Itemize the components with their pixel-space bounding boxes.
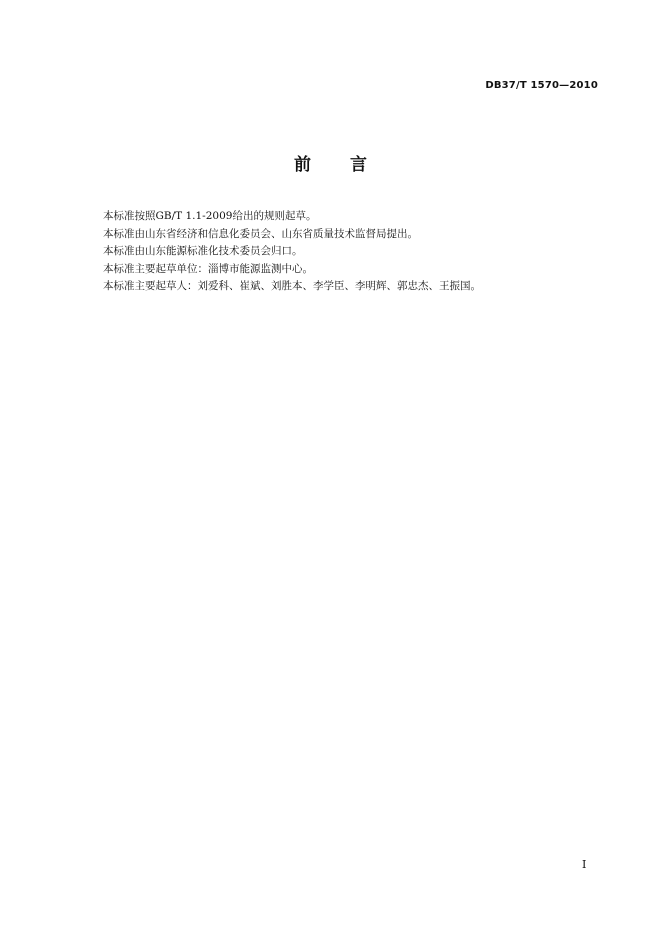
paragraph-administration: 本标准由山东能源标准化技术委员会归口。 bbox=[103, 245, 303, 257]
page-title bbox=[0, 150, 662, 175]
paragraph-drafters: 本标准主要起草人：刘爱科、崔斌、刘胜本、李学臣、李明辉、郭忠杰、王振国。 bbox=[103, 280, 481, 292]
paragraph-drafting-unit: 本标准主要起草单位：淄博市能源监测中心。 bbox=[103, 262, 313, 275]
standard-code: DB37/T 1570—2010 bbox=[485, 80, 598, 91]
title-part-2: 言 bbox=[350, 155, 368, 175]
title-part-1: 前 bbox=[294, 155, 312, 175]
foreword-body bbox=[103, 208, 603, 296]
page-number: I bbox=[582, 858, 587, 871]
paragraph-drafting-rules: 本标准按照GB/T 1.1-2009给出的规则起草。 bbox=[103, 210, 317, 222]
paragraph-proposer: 本标准由山东省经济和信息化委员会、山东省质量技术监督局提出。 bbox=[103, 227, 418, 240]
